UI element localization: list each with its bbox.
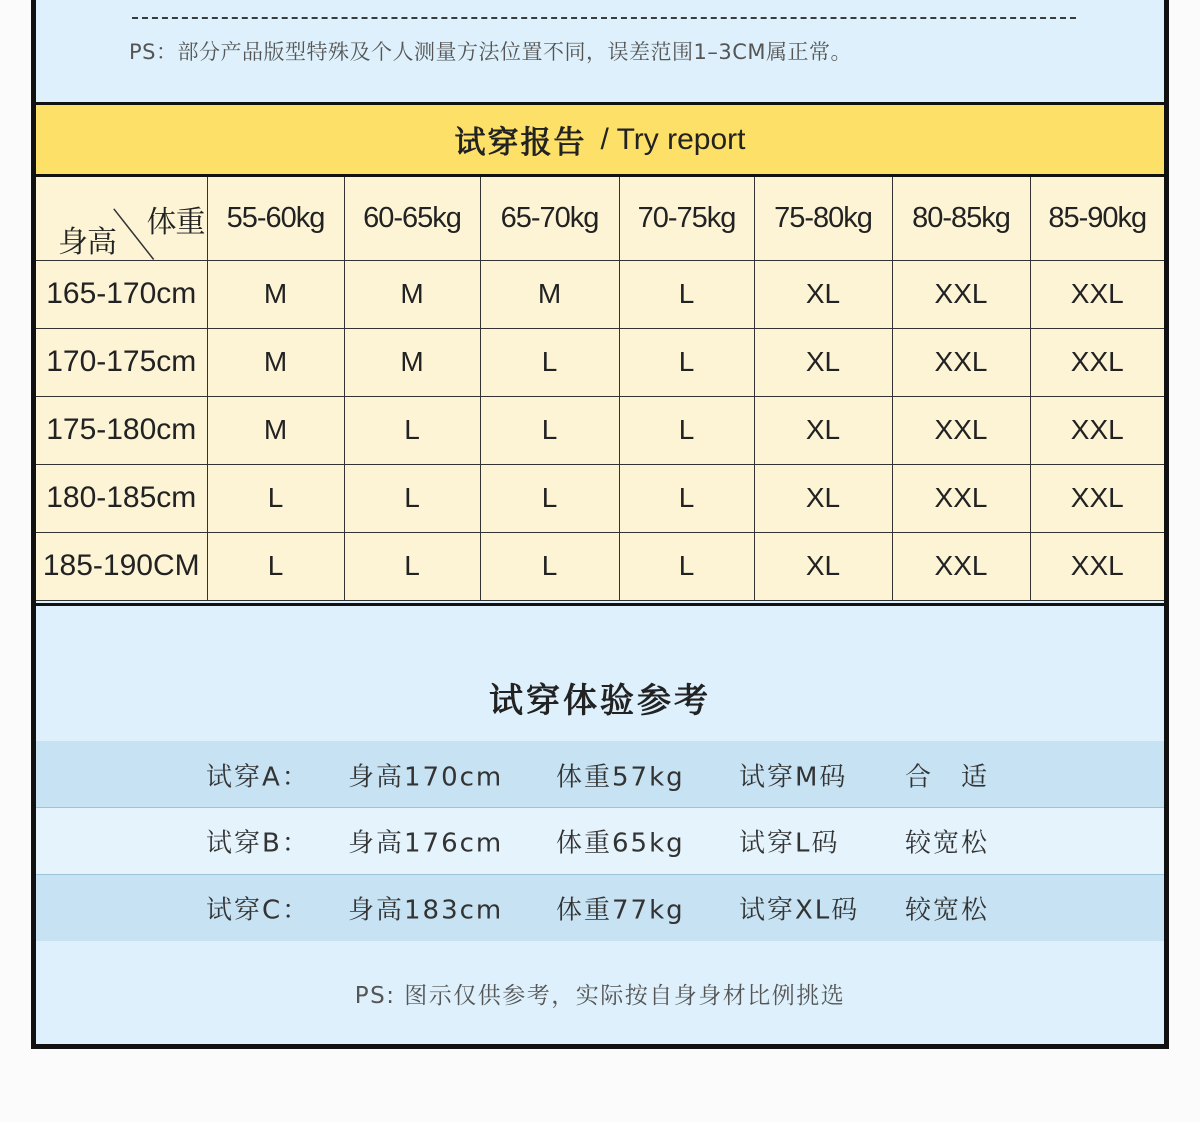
- size-cell: XXL: [1030, 464, 1164, 532]
- size-cell: L: [480, 464, 619, 532]
- size-cell: XXL: [892, 260, 1030, 328]
- size-cell: XXL: [1030, 328, 1164, 396]
- size-cell: XXL: [1030, 396, 1164, 464]
- size-cell: M: [344, 328, 480, 396]
- try-report-header: [36, 102, 1164, 177]
- measurement-note-area: [36, 0, 1164, 102]
- size-cell: L: [480, 328, 619, 396]
- size-cell: L: [619, 464, 754, 532]
- size-cell: L: [344, 464, 480, 532]
- size-cell: XXL: [892, 464, 1030, 532]
- try-report-title-en: / Try report: [600, 122, 746, 156]
- size-cell: L: [344, 396, 480, 464]
- table-header-row: [36, 177, 1164, 260]
- height-row-label: 185-190CM: [36, 532, 207, 600]
- table-bottom-border: [36, 603, 1164, 606]
- table-row: [36, 464, 1164, 532]
- tester-size: 试穿M码: [739, 762, 848, 792]
- height-axis-label: 身高: [58, 225, 116, 260]
- size-cell: XL: [754, 464, 892, 532]
- tester-fit: 合 适: [905, 762, 990, 792]
- tester-weight: 体重65kg: [556, 828, 685, 859]
- tester-height: 身高170cm: [348, 762, 504, 792]
- tester-fit: 较宽松: [905, 895, 990, 926]
- tester-size: 试穿L码: [739, 828, 840, 859]
- height-row-label: 175-180cm: [36, 396, 207, 464]
- experience-section-title: 试穿体验参考: [489, 681, 711, 721]
- size-cell: L: [480, 396, 619, 464]
- table-row: [36, 532, 1164, 600]
- table-row: [36, 260, 1164, 328]
- weight-column-header: 55-60kg: [207, 177, 344, 260]
- size-cell: M: [207, 260, 344, 328]
- weight-column-header: 85-90kg: [1030, 177, 1164, 260]
- size-cell: L: [619, 260, 754, 328]
- size-cell: L: [619, 396, 754, 464]
- size-cell: L: [480, 532, 619, 600]
- tester-fit: 较宽松: [905, 828, 990, 859]
- tester-label: 试穿B：: [206, 828, 310, 859]
- size-cell: XL: [754, 328, 892, 396]
- weight-axis-label: 体重: [146, 205, 205, 240]
- size-cell: XXL: [892, 532, 1030, 600]
- reference-disclaimer-note: PS: 图示仅供参考，实际按自身身材比例挑选: [354, 983, 846, 1009]
- tester-height: 身高176cm: [348, 828, 504, 859]
- size-cell: M: [207, 396, 344, 464]
- size-cell: XXL: [1030, 532, 1164, 600]
- size-cell: L: [207, 464, 344, 532]
- tester-size: 试穿XL码: [739, 895, 860, 926]
- try-report-title-cn: 试穿报告: [454, 125, 587, 161]
- size-cell: XXL: [892, 328, 1030, 396]
- tester-weight: 体重57kg: [556, 762, 685, 792]
- table-row: [36, 396, 1164, 464]
- size-cell: XL: [754, 396, 892, 464]
- size-cell: XL: [754, 260, 892, 328]
- experience-row: [36, 741, 1164, 808]
- height-row-label: 165-170cm: [36, 260, 207, 328]
- size-cell: M: [207, 328, 344, 396]
- height-row-label: 170-175cm: [36, 328, 207, 396]
- size-cell: L: [619, 532, 754, 600]
- size-recommendation-table: [36, 177, 1164, 601]
- weight-column-header: 70-75kg: [619, 177, 754, 260]
- table-row: [36, 328, 1164, 396]
- size-cell: M: [344, 260, 480, 328]
- weight-column-header: 60-65kg: [344, 177, 480, 260]
- corner-header-cell: [36, 177, 207, 260]
- size-cell: M: [480, 260, 619, 328]
- size-cell: XL: [754, 532, 892, 600]
- size-cell: L: [619, 328, 754, 396]
- weight-column-header: 65-70kg: [480, 177, 619, 260]
- dashed-divider: [132, 17, 1076, 19]
- weight-column-header: 80-85kg: [892, 177, 1030, 260]
- tester-label: 试穿C：: [206, 895, 311, 926]
- tester-label: 试穿A：: [206, 762, 310, 792]
- tester-height: 身高183cm: [348, 895, 504, 926]
- size-cell: XXL: [1030, 260, 1164, 328]
- weight-column-header: 75-80kg: [754, 177, 892, 260]
- size-cell: L: [207, 532, 344, 600]
- experience-row: [36, 807, 1164, 874]
- size-chart-panel: [31, 0, 1169, 1049]
- measurement-error-note: PS：部分产品版型特殊及个人测量方法位置不同，误差范围1–3CM属正常。: [129, 40, 852, 64]
- experience-row: [36, 874, 1164, 941]
- size-cell: L: [344, 532, 480, 600]
- tester-weight: 体重77kg: [556, 895, 685, 926]
- size-cell: XXL: [892, 396, 1030, 464]
- height-row-label: 180-185cm: [36, 464, 207, 532]
